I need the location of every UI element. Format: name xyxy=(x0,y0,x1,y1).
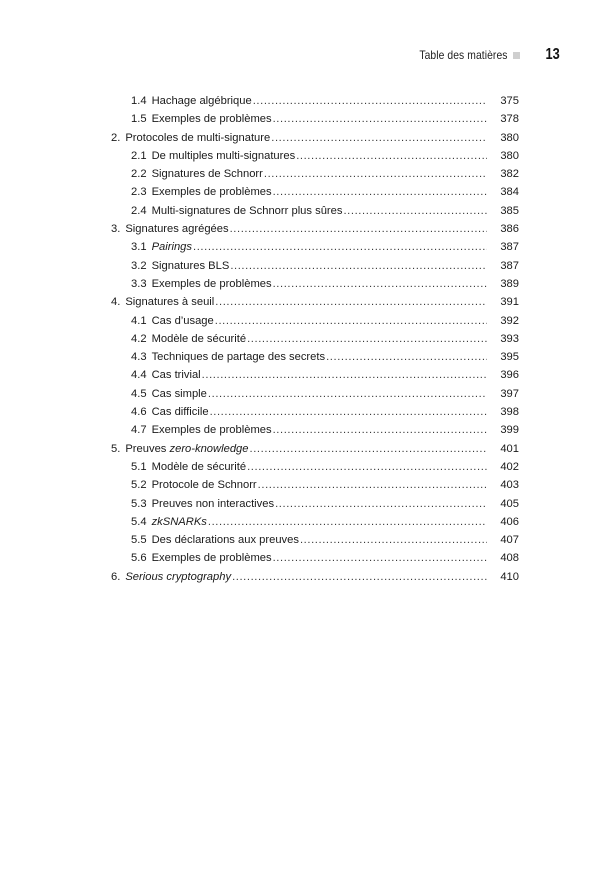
toc-entry-title xyxy=(125,440,248,458)
toc-section-entry xyxy=(111,238,519,256)
dot-leader xyxy=(215,312,487,330)
dot-leader xyxy=(273,275,487,293)
toc-entry-text xyxy=(111,568,231,586)
toc-entry-page: 378 xyxy=(500,113,519,126)
toc-section-entry xyxy=(111,330,519,348)
toc-entry-number: 4.3 xyxy=(131,351,147,364)
toc-entry-page: 410 xyxy=(500,570,519,583)
toc-entry-text xyxy=(131,476,257,494)
toc-entry-page: 387 xyxy=(500,241,519,254)
toc-section-entry xyxy=(111,421,519,439)
dot-leader xyxy=(193,238,487,256)
toc-entry-page: 391 xyxy=(500,296,519,309)
toc-entry-text xyxy=(131,202,342,220)
dot-leader xyxy=(326,348,487,366)
toc-entry-text xyxy=(131,403,209,421)
toc-entry-title: Preuves non interactives xyxy=(151,497,275,510)
toc-entry-title: Protocoles de multi-signature xyxy=(125,131,271,144)
toc-entry-title: De multiples multi-signatures xyxy=(151,149,296,162)
toc-entry-page: 389 xyxy=(500,277,519,290)
toc-entry-text xyxy=(131,549,272,567)
dot-leader xyxy=(300,531,487,549)
toc-chapter-entry xyxy=(111,440,519,458)
toc-section-entry xyxy=(111,312,519,330)
toc-entry-page: 385 xyxy=(500,204,519,217)
toc-section-entry xyxy=(111,110,519,128)
toc-entry-text xyxy=(131,385,207,403)
toc-entry-title: Exemples de problèmes xyxy=(151,277,272,290)
toc-entry-number: 1.4 xyxy=(131,95,147,107)
toc-entry-text xyxy=(131,330,246,348)
toc-entry-title: Modèle de sécurité xyxy=(151,332,247,345)
dot-leader xyxy=(271,129,487,147)
toc-entry-text xyxy=(131,92,252,110)
toc-entry-title: Serious cryptography xyxy=(125,570,232,583)
header-square-ornament xyxy=(513,52,520,59)
dot-leader xyxy=(258,476,487,494)
toc-entry-title: Multi-signatures de Schnorr plus sûres xyxy=(151,204,343,217)
toc-entry-text xyxy=(111,220,229,238)
toc-entry-page: 386 xyxy=(500,223,519,236)
dot-leader xyxy=(210,403,487,421)
toc-entry-number: 4.5 xyxy=(131,387,147,400)
toc-entry-number: 5. xyxy=(111,442,121,455)
toc-entry-title: Cas trivial xyxy=(151,369,201,382)
toc-entry-title: Signatures à seuil xyxy=(125,296,215,309)
toc-entry-page: 380 xyxy=(500,149,519,162)
dot-leader xyxy=(253,92,487,110)
toc-entry-number: 4.6 xyxy=(131,406,147,419)
toc-entry-page: 392 xyxy=(500,314,519,327)
toc-entry-number: 2.3 xyxy=(131,186,147,199)
toc-section-entry xyxy=(111,348,519,366)
toc-entry-page: 402 xyxy=(500,460,519,473)
toc-section-entry xyxy=(111,531,519,549)
toc-section-entry xyxy=(111,147,519,165)
toc-section-entry xyxy=(111,495,519,513)
toc-entry-page: 407 xyxy=(500,534,519,547)
toc-entry-text xyxy=(111,293,214,311)
toc-entry-page: 398 xyxy=(500,406,519,419)
toc-entry-page: 380 xyxy=(500,131,519,144)
toc-entry-number: 4.2 xyxy=(131,332,147,345)
toc-entry-number: 2. xyxy=(111,131,121,144)
toc-entry-text xyxy=(131,513,207,531)
toc-entry-title: Exemples de problèmes xyxy=(151,186,272,199)
toc-section-entry xyxy=(111,257,519,275)
toc-entry-title: Signatures agrégées xyxy=(125,223,229,236)
toc-entry-number: 4.7 xyxy=(131,424,147,437)
toc-entry-number: 5.3 xyxy=(131,497,147,510)
toc-entry-title: Exemples de problèmes xyxy=(151,113,272,126)
dot-leader xyxy=(264,165,487,183)
dot-leader xyxy=(273,183,487,201)
toc-entry-title: Protocole de Schnorr xyxy=(151,479,257,492)
toc-section-entry xyxy=(111,202,519,220)
dot-leader xyxy=(273,549,487,567)
toc-entry-page: 384 xyxy=(500,186,519,199)
toc-entry-number: 5.1 xyxy=(131,460,147,473)
toc-entry-text xyxy=(131,458,246,476)
toc-entry-title: Techniques de partage des secrets xyxy=(151,351,326,364)
toc-entry-text xyxy=(131,183,272,201)
running-header-title: Table des matières xyxy=(419,48,508,62)
toc-entry-page: 375 xyxy=(500,95,519,107)
toc-entry-text xyxy=(131,110,272,128)
toc-entry-text xyxy=(131,257,229,275)
toc-entry-title-italic: zero-knowledge xyxy=(169,442,249,455)
toc-section-entry xyxy=(111,385,519,403)
toc-entry-number: 3.2 xyxy=(131,259,147,272)
dot-leader xyxy=(215,293,487,311)
running-header xyxy=(405,46,560,64)
toc-entry-text xyxy=(131,531,299,549)
dot-leader xyxy=(208,513,487,531)
toc-entry-number: 2.4 xyxy=(131,204,147,217)
toc-entry-page: 393 xyxy=(500,332,519,345)
toc-section-entry xyxy=(111,513,519,531)
toc-entry-title: Des déclarations aux preuves xyxy=(151,534,299,547)
toc-entry-text xyxy=(111,129,270,147)
toc-entry-page: 403 xyxy=(500,479,519,492)
toc-entry-text xyxy=(131,147,295,165)
toc-entry-number: 5.2 xyxy=(131,479,147,492)
dot-leader xyxy=(202,366,487,384)
toc-entry-page: 408 xyxy=(500,552,519,565)
toc-section-entry xyxy=(111,458,519,476)
dot-leader xyxy=(230,257,487,275)
toc-entry-number: 4.4 xyxy=(131,369,147,382)
toc-entry-number: 2.1 xyxy=(131,149,147,162)
toc-entry-text xyxy=(131,366,201,384)
toc-entry-text xyxy=(131,312,214,330)
toc-entry-number: 4. xyxy=(111,296,121,309)
dot-leader xyxy=(232,568,487,586)
toc-entry-number: 5.6 xyxy=(131,552,147,565)
toc-entry-title-plain: Preuves xyxy=(125,442,170,455)
toc-entry-title: Signatures BLS xyxy=(151,259,230,272)
toc-entry-title: Signatures de Schnorr xyxy=(151,168,263,181)
toc-entry-page: 382 xyxy=(500,168,519,181)
toc-section-entry xyxy=(111,183,519,201)
dot-leader xyxy=(247,330,487,348)
toc-entry-page: 399 xyxy=(500,424,519,437)
dot-leader xyxy=(249,440,487,458)
toc-entry-number: 1.5 xyxy=(131,113,147,126)
toc-entry-number: 4.1 xyxy=(131,314,147,327)
toc-entry-title: Cas difficile xyxy=(151,406,209,419)
toc-entry-title: zkSNARKs xyxy=(151,515,207,528)
toc-section-entry xyxy=(111,275,519,293)
toc-chapter-entry xyxy=(111,568,519,586)
dot-leader xyxy=(208,385,487,403)
toc-entry-page: 395 xyxy=(500,351,519,364)
toc-section-entry xyxy=(111,165,519,183)
toc-chapter-entry xyxy=(111,220,519,238)
toc-entry-text xyxy=(131,421,272,439)
toc-entry-title: Exemples de problèmes xyxy=(151,552,272,565)
toc-entry-number: 3.1 xyxy=(131,241,147,254)
toc-section-entry xyxy=(111,403,519,421)
toc-entry-page: 387 xyxy=(500,259,519,272)
dot-leader xyxy=(273,421,487,439)
toc-entry-text xyxy=(131,165,263,183)
toc-entry-text xyxy=(131,348,325,366)
toc-entry-page: 406 xyxy=(500,515,519,528)
page-number: 13 xyxy=(545,46,560,63)
dot-leader xyxy=(247,458,487,476)
toc-entry-title: Hachage algébrique xyxy=(151,95,252,107)
toc-chapter-entry xyxy=(111,293,519,311)
table-of-contents xyxy=(111,92,519,586)
toc-section-entry xyxy=(111,476,519,494)
toc-entry-number: 2.2 xyxy=(131,168,147,181)
toc-section-entry xyxy=(111,366,519,384)
toc-entry-title: Cas simple xyxy=(151,387,207,400)
dot-leader xyxy=(275,495,487,513)
toc-entry-text xyxy=(131,238,192,256)
toc-entry-number: 3.3 xyxy=(131,277,147,290)
toc-entry-number: 3. xyxy=(111,223,121,236)
toc-entry-text xyxy=(131,275,272,293)
toc-section-entry xyxy=(111,549,519,567)
toc-entry-number: 5.4 xyxy=(131,515,147,528)
toc-entry-title: Cas d’usage xyxy=(151,314,214,327)
toc-entry-page: 405 xyxy=(500,497,519,510)
toc-entry-title: Pairings xyxy=(151,241,192,254)
toc-section-entry xyxy=(111,92,519,110)
toc-entry-page: 397 xyxy=(500,387,519,400)
dot-leader xyxy=(296,147,487,165)
toc-entry-title: Exemples de problèmes xyxy=(151,424,272,437)
dot-leader xyxy=(343,202,487,220)
toc-entry-text xyxy=(131,495,274,513)
toc-entry-page: 401 xyxy=(500,442,519,455)
toc-entry-number: 5.5 xyxy=(131,534,147,547)
dot-leader xyxy=(273,110,487,128)
toc-entry-title: Modèle de sécurité xyxy=(151,460,247,473)
dot-leader xyxy=(230,220,487,238)
toc-entry-page: 396 xyxy=(500,369,519,382)
toc-entry-number: 6. xyxy=(111,570,121,583)
toc-chapter-entry xyxy=(111,129,519,147)
toc-entry-text xyxy=(111,440,248,458)
